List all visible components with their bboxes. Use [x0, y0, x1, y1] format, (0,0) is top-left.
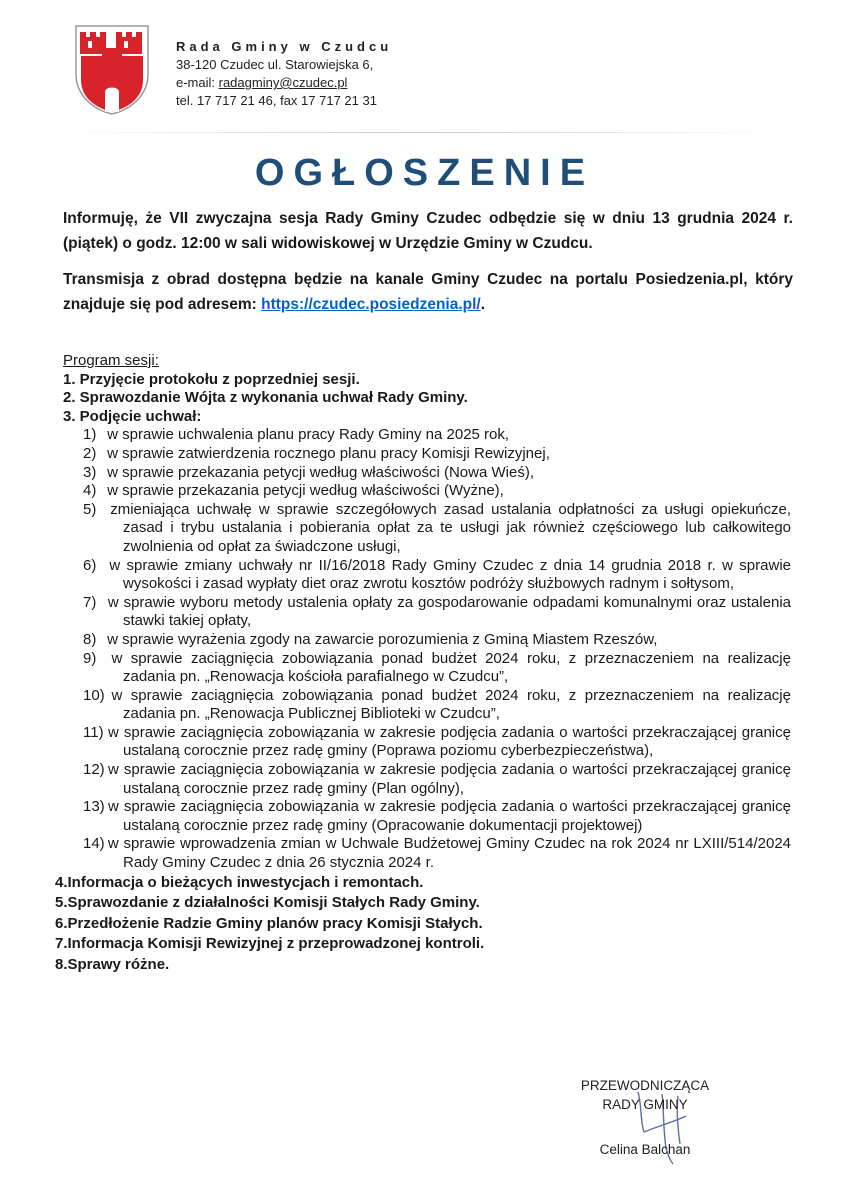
resolution-item	[63, 687, 793, 724]
resolution-item	[63, 650, 793, 687]
phone-line: tel. 17 717 21 46, fax 17 717 21 31	[176, 93, 377, 108]
session-announcement: Informuję, że VII zwyczajna sesja Rady Gminy Czudec odbędzie się w dniu 13 grudnia 2024 r. (piątek) o godz. 12:00 w sali widowiskowej w Urzędzie Gminy w Czudcu.	[63, 210, 793, 252]
organization-name: Rada Gminy w Czudcu	[176, 39, 393, 54]
program-item: 2. Sprawozdanie Wójta z wykonania uchwał Rady Gminy.	[63, 389, 468, 407]
resolution-number: 10)	[83, 686, 105, 704]
intro-section	[63, 206, 793, 328]
resolution-number: 9)	[83, 649, 97, 667]
resolution-item	[63, 501, 793, 557]
program-items-continued	[55, 873, 793, 976]
program-item: 8.Sprawy różne.	[55, 955, 170, 973]
resolution-item	[63, 798, 793, 835]
header-divider	[60, 132, 780, 133]
program-item: 1. Przyjęcie protokołu z poprzedniej sesji.	[63, 370, 360, 388]
resolution-text: w sprawie przekazania petycji według właściwości (Wyżne),	[107, 482, 504, 500]
broadcast-info	[63, 267, 793, 317]
signature-block	[565, 1076, 725, 1159]
resolution-item	[63, 835, 793, 872]
address: 38-120 Czudec ul. Starowiejska 6,	[176, 57, 374, 72]
resolution-item	[63, 594, 793, 631]
resolution-text: w sprawie wyboru metody ustalenia opłaty za gospodarowanie odpadami komunalnymi oraz ustalenia stawki takiej opłaty,	[107, 593, 791, 630]
resolution-number: 4)	[83, 482, 97, 500]
resolution-text: w sprawie zaciągnięcia zobowiązania w zakresie podjęcia zadania o wartości przekraczającej granicę ustalaną corocznie przez radę gminy (Poprawa poziomu cyberbezpieczeństwa),	[108, 723, 791, 760]
resolution-item	[63, 724, 793, 761]
resolution-text: zmieniająca uchwałę w sprawie szczegółowych zasad ustalania odpłatności za usługi opiekuńcze, zasad i trybu ustalania i pobierania opłat za te usługi jak również częściowego lub całkowitego zwolnienia od opłat za świadczone usługi,	[110, 500, 791, 555]
resolution-text: w sprawie przekazania petycji według właściwości (Nowa Wieś),	[107, 463, 534, 481]
resolution-number: 13)	[83, 798, 105, 816]
resolution-text: w sprawie zaciągnięcia zobowiązania ponad budżet 2024 roku, z przeznaczeniem na realizację zadania pn. „Renowacja Publicznej Biblioteki w Czudcu”,	[111, 686, 791, 723]
program-item: 3. Podjęcie uchwał:	[63, 407, 202, 425]
resolution-item	[63, 761, 793, 798]
resolution-item	[63, 426, 793, 445]
resolution-number: 12)	[83, 761, 105, 779]
resolution-text: w sprawie uchwalenia planu pracy Rady Gminy na 2025 rok,	[107, 426, 510, 444]
resolution-text: w sprawie wyrażenia zgody na zawarcie porozumienia z Gminą Miastem Rzeszów,	[107, 630, 658, 648]
resolution-text: w sprawie zaciągnięcia zobowiązania w zakresie podjęcia zadania o wartości przekraczającej granicę ustalaną corocznie przez radę gminy (Plan ogólny),	[108, 761, 791, 797]
resolution-text: w sprawie wprowadzenia zmian w Uchwale Budżetowej Gminy Czudec na rok 2024 nr LXIII/514/2024 Rady Gminy Czudec z dnia 26 stycznia 2024 r.	[107, 835, 792, 872]
email-label: e-mail:	[176, 75, 219, 90]
signatory-role: PRZEWODNICZĄCA	[580, 1078, 710, 1093]
broadcast-end: .	[480, 296, 486, 313]
resolution-number: 5)	[83, 500, 97, 518]
resolution-number: 11)	[83, 723, 104, 741]
resolution-text: w sprawie zatwierdzenia rocznego planu pracy Komisji Rewizyjnej,	[107, 444, 550, 462]
program-item: 4.Informacja o bieżących inwestycjach i remontach.	[55, 873, 424, 891]
letterhead	[176, 38, 392, 110]
resolution-item	[63, 631, 793, 650]
resolution-item	[63, 557, 793, 594]
page-title: OGŁOSZENIE	[254, 152, 595, 194]
resolution-number: 2)	[83, 444, 97, 462]
signatory-name: Celina Balchan	[599, 1142, 691, 1157]
resolution-item	[63, 445, 793, 464]
resolution-number: 6)	[83, 556, 97, 574]
resolution-number: 14)	[83, 835, 105, 853]
broadcast-link[interactable]: https://czudec.posiedzenia.pl/	[261, 296, 481, 313]
program-item: 6.Przedłożenie Radzie Gminy planów pracy Komisji Stałych.	[55, 914, 483, 932]
resolution-number: 8)	[83, 630, 97, 648]
resolution-text: w sprawie zaciągnięcia zobowiązania ponad budżet 2024 roku, z przeznaczeniem na realizację zadania pn. „Renowacja kościoła parafialnego w Czudcu”,	[111, 649, 791, 686]
resolution-text: w sprawie zaciągnięcia zobowiązania w zakresie podjęcia zadania o wartości przekraczającej granicę ustalaną corocznie przez radę gminy (Opracowanie dokumentacji projektowej)	[108, 798, 791, 834]
program-item: 5.Sprawozdanie z działalności Komisji Stałych Rady Gminy.	[55, 894, 480, 912]
resolution-text: w sprawie zmiany uchwały nr II/16/2018 Rady Gminy Czudec z dnia 14 grudnia 2018 r. w sprawie wysokości i zasad wypłaty diet oraz zwrotu kosztów podróży służbowych radnym i sołtysom,	[109, 556, 791, 593]
email-line	[176, 74, 392, 92]
broadcast-text: Transmisja z obrad dostępna będzie na kanale Gminy Czudec na portalu Posiedzenia.pl, który znajduje się pod adresem:	[63, 271, 793, 313]
session-program	[55, 352, 793, 975]
resolution-number: 7)	[83, 593, 97, 611]
resolution-item	[63, 464, 793, 483]
resolution-number: 3)	[83, 463, 97, 481]
email-link[interactable]: radagminy@czudec.pl	[218, 75, 348, 90]
resolution-number: 1)	[83, 426, 97, 444]
resolution-item	[63, 482, 793, 501]
program-label: Program sesji:	[63, 352, 159, 369]
coat-of-arms-logo	[74, 24, 150, 116]
signatory-body: RADY GMINY	[602, 1097, 688, 1112]
program-item: 7.Informacja Komisji Rewizyjnej z przeprowadzonej kontroli.	[55, 935, 485, 953]
